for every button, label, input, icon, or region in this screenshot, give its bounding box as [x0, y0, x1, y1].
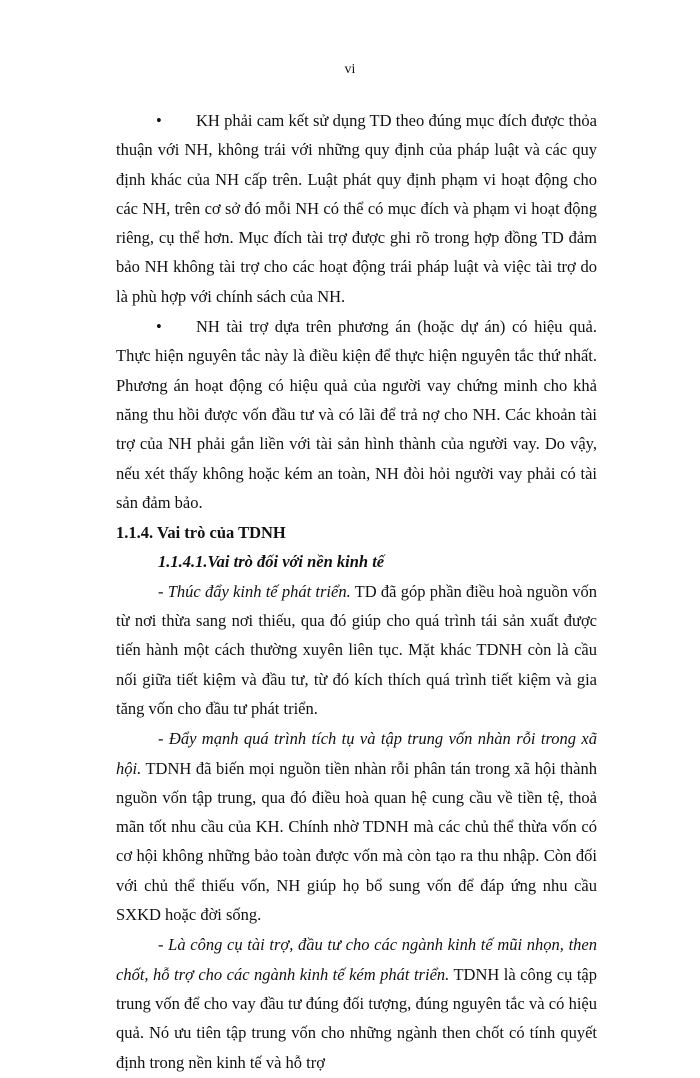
italic-lead: - Đẩy mạnh quá trình tích tụ và tập trung vốn nhàn rỗi trong xã hội. — [116, 729, 597, 778]
paragraph-text: TDNH đã biến mọi nguồn tiền nhàn rỗi phân tán trong xã hội thành nguồn vốn tập trung, qua đó điều hoà quan hệ cung cầu về tiền tệ, thoả mãn tốt nhu cầu của KH. Chính nhờ TDNH mà các chủ thể thừa vốn có cơ hội không những bảo toàn được vốn mà còn tạo ra thu nhập. Còn đối với chủ thể thiếu vốn, NH giúp họ bổ sung vốn để đáp ứng nhu cầu SXKD hoặc đời sống. — [116, 758, 597, 925]
body-paragraph-1 — [116, 577, 597, 723]
italic-lead: - Thúc đẩy kinh tế phát triển. — [158, 581, 351, 601]
bullet-icon: • — [156, 111, 162, 130]
bullet-text: NH tài trợ dựa trên phương án (hoặc dự án) có hiệu quả. Thực hiện nguyên tắc này là điều kiện để thực hiện nguyên tắc thứ nhất. Phương án hoạt động có hiệu quả của người vay chứng minh cho khả năng thu hồi được vốn đầu tư và có lãi để trả nợ cho NH. Các khoản tài trợ của NH phải gắn liền với tài sản hình thành của người vay. Do vậy, nếu xét thấy không hoặc kém an toàn, NH đòi hỏi người vay phải có tài sản đảm bảo. — [116, 317, 597, 512]
italic-lead: - Là công cụ tài trợ, đầu tư cho các ngành kinh tế mũi nhọn, then chốt, hỗ trợ cho các ngành kinh tế kém phát triển. — [116, 935, 597, 984]
subsection-heading: 1.1.4.1.Vai trò đối với nền kinh tế — [158, 552, 385, 572]
bullet-paragraph-2 — [116, 312, 597, 517]
body-paragraph-2 — [116, 724, 597, 929]
bullet-text: KH phải cam kết sử dụng TD theo đúng mục đích được thỏa thuận với NH, không trái với những quy định của pháp luật và các quy định khác của NH cấp trên. Luật phát quy định phạm vi hoạt động cho các NH, trên cơ sở đó mỗi NH có thể có mục đích và phạm vi hoạt động riêng, cụ thể hơn. Mục đích tài trợ được ghi rõ trong hợp đồng TD đảm bảo NH không tài trợ cho các hoạt động trái pháp luật và việc tài trợ do là phù hợp với chính sách của NH. — [116, 111, 597, 306]
paragraph-text: TD đã góp phần điều hoà nguồn vốn từ nơi thừa sang nơi thiếu, qua đó giúp cho quá trình tái sản xuất được tiến hành một cách thường xuyên liên tục. Mặt khác TDNH còn là cầu nối giữa tiết kiệm và đầu tư, từ đó kích thích quá trình tiết kiệm và gia tăng vốn cho đầu tư phát triển. — [116, 581, 597, 718]
body-paragraph-3 — [116, 930, 597, 1076]
bullet-icon: • — [156, 317, 162, 337]
paragraph-text: TDNH là công cụ tập trung vốn để cho vay đầu tư đúng đối tượng, đúng nguyên tắc và có hiệu quả. Nó ưu tiên tập trung vốn cho những ngành then chốt có tính quyết định trong nền kinh tế và hỗ trợ — [116, 964, 597, 1072]
document-body — [116, 106, 597, 1078]
page-number: vi — [344, 62, 356, 77]
bullet-paragraph-1 — [116, 106, 597, 311]
section-heading: 1.1.4. Vai trò của TDNH — [116, 523, 286, 543]
